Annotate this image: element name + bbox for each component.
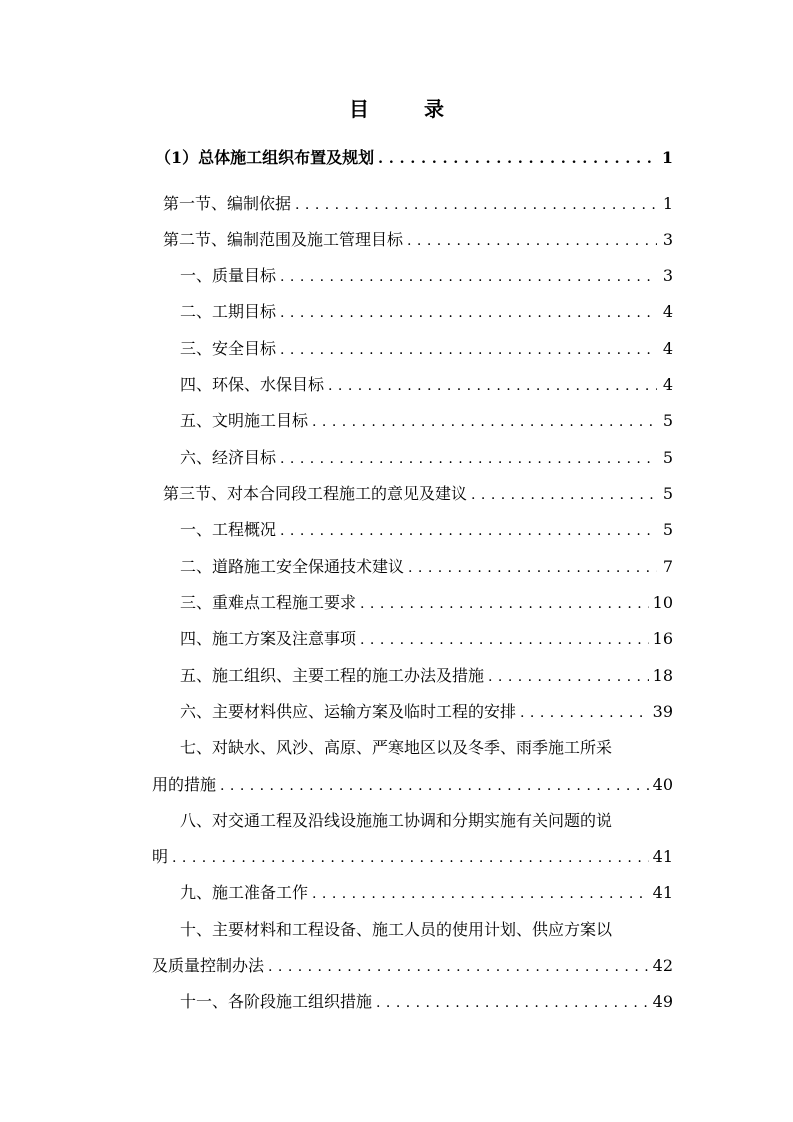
toc-entry-page: 5 [662,411,673,430]
toc-entry[interactable] [180,373,673,397]
toc-entry-page: 41 [652,883,673,902]
toc-entry[interactable] [163,482,673,506]
toc-entry-label: 六、主要材料供应、运输方案及临时工程的安排 [180,702,517,721]
toc-entry[interactable] [152,773,673,797]
dot-leader [488,665,649,689]
toc-entry[interactable] [163,192,673,216]
toc-entry-page: 41 [652,847,673,866]
toc-entry-label: 六、经济目标 [180,448,277,467]
toc-entry-page: 4 [662,375,673,394]
toc-entry[interactable] [180,990,673,1014]
dot-leader [376,991,649,1015]
dot-leader [520,701,649,725]
toc-entry-page: 42 [652,956,673,975]
dot-leader [360,592,649,616]
toc-entry-page: 16 [652,629,673,648]
dot-leader [220,774,649,798]
dot-leader [172,846,649,870]
toc-entry-page: 10 [652,593,673,612]
toc-entry[interactable] [180,300,673,324]
dot-leader [280,338,657,362]
toc-entry[interactable] [180,591,673,615]
toc-entry[interactable] [180,409,673,433]
toc-entry[interactable] [180,518,673,542]
toc-entry-label-line1[interactable]: 八、对交通工程及沿线设施施工协调和分期实施有关问题的说 [180,811,613,830]
toc-entry-page: 5 [662,448,673,467]
toc-entry[interactable] [180,337,673,361]
toc-entry[interactable] [180,664,673,688]
toc-entry-label: 五、文明施工目标 [180,411,309,430]
toc-entry-page: 3 [662,266,673,285]
toc-entry-page: 3 [662,230,673,249]
dot-leader [312,882,649,906]
dot-leader [280,447,657,471]
dot-leader [280,519,657,543]
toc-entry-label: 第二节、编制范围及施工管理目标 [163,230,404,249]
toc-entry-page: 1 [662,194,673,213]
toc-entry[interactable] [180,881,673,905]
toc-entry[interactable] [180,700,673,724]
toc-entry-label: 二、工期目标 [180,302,277,321]
dot-leader [295,193,657,217]
toc-entry-page: 5 [662,520,673,539]
dot-leader [407,229,657,253]
toc-entry[interactable] [152,845,673,869]
toc-entry-label: 二、道路施工安全保通技术建议 [180,557,405,576]
toc-entry-label: 四、环保、水保目标 [180,375,325,394]
toc-entry-page: 40 [652,775,673,794]
toc-entry-label: 第一节、编制依据 [163,194,292,213]
toc-entry[interactable] [180,555,673,579]
toc-entry-page: 5 [662,484,673,503]
toc-entry-label: 九、施工准备工作 [180,883,309,902]
toc-entry-label: 明 [152,847,169,866]
toc-entry-page: 39 [652,702,673,721]
toc-entry-page: 4 [662,302,673,321]
toc-entry-page: 7 [662,557,673,576]
toc-entry-label-line1[interactable]: 十、主要材料和工程设备、施工人员的使用计划、供应方案以 [180,920,613,939]
toc-entry-label: 五、施工组织、主要工程的施工办法及措施 [180,666,485,685]
toc-entry-label: 及质量控制办法 [152,956,265,975]
toc-entry[interactable] [152,954,673,978]
toc-entry-label: 三、重难点工程施工要求 [180,593,357,612]
toc-entry[interactable] [163,228,673,252]
dot-leader [471,483,657,507]
toc-entry-label: 三、安全目标 [180,339,277,358]
dot-leader [408,556,657,580]
toc-entry-label: 一、工程概况 [180,520,277,539]
toc-entry[interactable] [180,627,673,651]
dot-leader [312,410,657,434]
dot-leader [280,265,657,289]
toc-entry-page: 18 [652,666,673,685]
toc-entry-label: 一、质量目标 [180,266,277,285]
toc-entry-label: 第三节、对本合同段工程施工的意见及建议 [163,484,468,503]
toc-entry-label-line1[interactable]: 七、对缺水、风沙、高原、严寒地区以及冬季、雨季施工所采 [180,738,613,757]
toc-entry-page: 49 [652,992,673,1011]
toc-entry-page: 1 [661,148,673,167]
toc-entry-label: 四、施工方案及注意事项 [180,629,357,648]
dot-leader [268,955,649,979]
toc-entry-label: 用的措施 [152,775,217,794]
page-title: 目 录 [349,97,468,121]
dot-leader [360,628,649,652]
toc-entry-label: 十一、各阶段施工组织措施 [180,992,373,1011]
dot-leader [328,374,657,398]
toc-entry[interactable] [155,146,673,170]
toc-entry-page: 4 [662,339,673,358]
dot-leader [280,301,657,325]
toc-entry[interactable] [180,446,673,470]
toc-entry-label: （1）总体施工组织布置及规划 [155,148,375,167]
toc-entry[interactable] [180,264,673,288]
dot-leader [378,147,657,171]
